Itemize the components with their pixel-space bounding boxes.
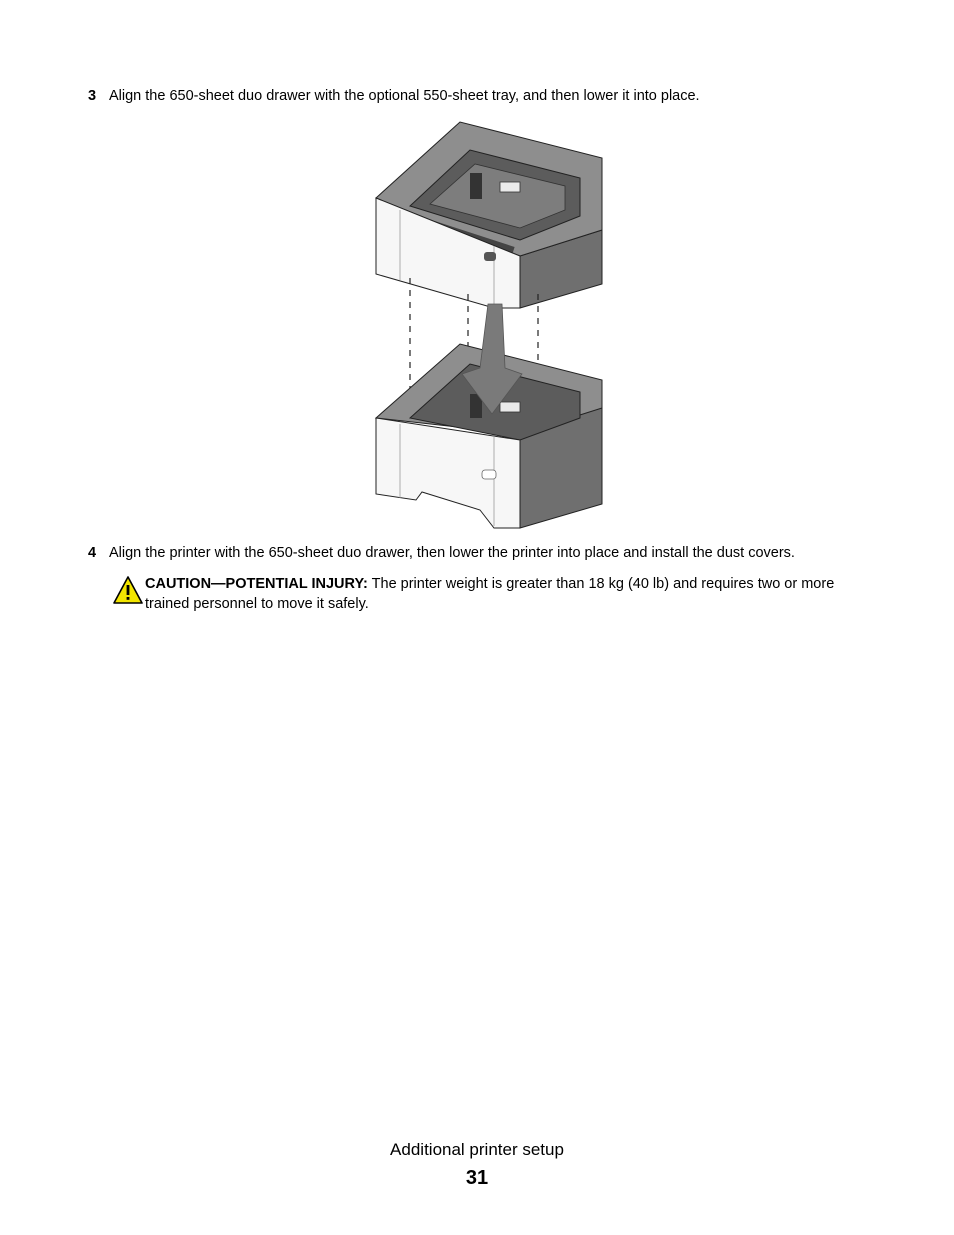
warning-triangle-icon xyxy=(113,576,143,604)
step-4 xyxy=(88,543,888,563)
footer-section-title: Additional printer setup xyxy=(390,1140,564,1159)
tray-alignment-illustration xyxy=(370,118,610,534)
caution-text xyxy=(145,574,880,614)
step-text: Align the 650-sheet duo drawer with the optional 550-sheet tray, and then lower it into place. xyxy=(109,88,700,104)
caution-line-1: The printer weight is greater than 18 kg (40 lb) and requires two or more xyxy=(367,576,835,592)
step-number: 3 xyxy=(88,88,97,104)
step-text: Align the printer with the 650-sheet duo drawer, then lower the printer into place and install the dust covers. xyxy=(109,545,795,561)
step-3 xyxy=(88,86,848,106)
caution-line-2: trained personnel to move it safely. xyxy=(145,596,369,612)
step-number: 4 xyxy=(88,545,97,561)
tray-illustration-svg xyxy=(370,118,610,534)
caution-label: CAUTION—POTENTIAL INJURY: xyxy=(145,576,368,592)
page-number: 31 xyxy=(465,1167,489,1189)
caution-notice xyxy=(113,574,883,618)
